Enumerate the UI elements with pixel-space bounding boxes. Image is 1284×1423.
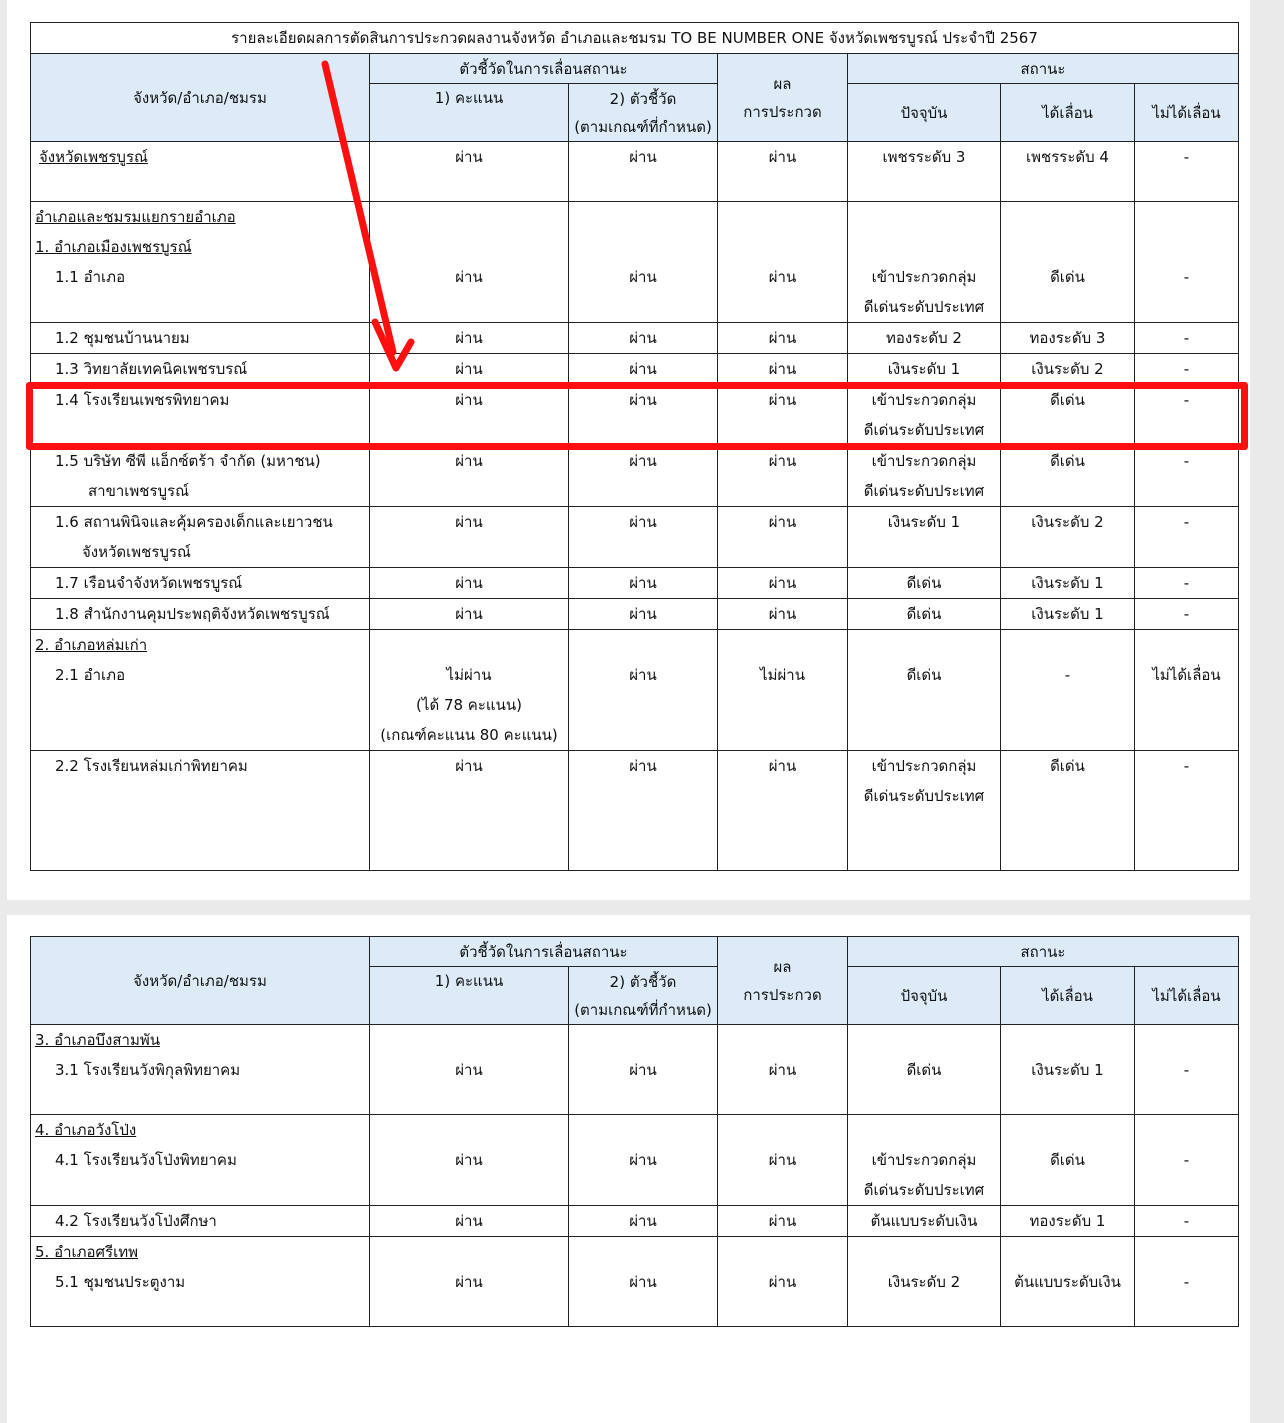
group-label: 3. อำเภอบึงสามพัน <box>35 1031 160 1049</box>
header-entity: จังหวัด/อำเภอ/ชมรม <box>31 937 370 1025</box>
score-cell: ผ่าน <box>370 202 569 323</box>
not-promoted-cell: - <box>1135 1237 1239 1327</box>
promoted-cell: - <box>1001 630 1135 751</box>
criteria-cell: ผ่าน <box>569 1237 718 1327</box>
result-cell: ผ่าน <box>718 507 848 568</box>
not-promoted-cell: ไม่ได้เลื่อน <box>1135 630 1239 751</box>
score-cell: ผ่าน <box>370 1115 569 1206</box>
result-cell: ผ่าน <box>718 1115 848 1206</box>
row-name: 4.2 โรงเรียนวังโป่งศึกษา <box>31 1206 370 1237</box>
promoted-cell: ดีเด่น <box>1001 202 1135 323</box>
group-label: 2. อำเภอหล่มเก่า <box>35 636 148 654</box>
not-promoted-cell: - <box>1135 1025 1239 1115</box>
row-name: 1.8 สำนักงานคุมประพฤติจังหวัดเพชรบูรณ์ <box>31 599 370 630</box>
criteria-cell: ผ่าน <box>569 142 718 202</box>
score-cell: ผ่าน <box>370 507 569 568</box>
not-promoted-cell: - <box>1135 323 1239 354</box>
result-cell: ผ่าน <box>718 1237 848 1327</box>
row-name: 1.5 บริษัท ซีพี แอ็กซ์ตร้า จำกัด (มหาชน) สาขาเพชรบูรณ์ <box>31 446 370 507</box>
result-cell: ผ่าน <box>718 323 848 354</box>
row-name: 1.6 สถานพินิจและคุ้มครองเด็กและเยาวชน จังหวัดเพชรบูรณ์ <box>31 507 370 568</box>
result-cell: ไม่ผ่าน <box>718 630 848 751</box>
result-cell: ผ่าน <box>718 202 848 323</box>
criteria-cell: ผ่าน <box>569 630 718 751</box>
criteria-cell: ผ่าน <box>569 354 718 385</box>
row-name: 2.2 โรงเรียนหล่มเก่าพิทยาคม <box>31 751 370 871</box>
current-cell: เงินระดับ 2 <box>848 1237 1001 1327</box>
header-score: 1) คะแนน <box>370 84 569 142</box>
promoted-cell: เพชรระดับ 4 <box>1001 142 1135 202</box>
promoted-cell: ดีเด่น <box>1001 385 1135 446</box>
promoted-cell: ดีเด่น <box>1001 751 1135 871</box>
score-cell: ผ่าน <box>370 446 569 507</box>
current-cell: เงินระดับ 1 <box>848 507 1001 568</box>
current-cell: ทองระดับ 2 <box>848 323 1001 354</box>
score-cell: ผ่าน <box>370 1237 569 1327</box>
current-cell: เข้าประกวดกลุ่ม ดีเด่นระดับประเทศ <box>848 751 1001 871</box>
result-cell: ผ่าน <box>718 1206 848 1237</box>
not-promoted-cell: - <box>1135 1115 1239 1206</box>
current-cell: เข้าประกวดกลุ่ม ดีเด่นระดับประเทศ <box>848 202 1001 323</box>
group-label: 4. อำเภอวังโป่ง <box>35 1121 137 1139</box>
header-result: ผล การประกวด <box>718 54 848 142</box>
criteria-cell: ผ่าน <box>569 568 718 599</box>
header-not-promoted: ไม่ได้เลื่อน <box>1135 84 1239 142</box>
criteria-cell: ผ่าน <box>569 599 718 630</box>
current-cell: เงินระดับ 1 <box>848 354 1001 385</box>
not-promoted-cell: - <box>1135 1206 1239 1237</box>
row-name: 2. อำเภอหล่มเก่า 2.1 อำเภอ <box>31 630 370 751</box>
header-indicators: ตัวชี้วัดในการเลื่อนสถานะ <box>370 937 718 967</box>
header-promoted: ได้เลื่อน <box>1001 84 1135 142</box>
criteria-cell: ผ่าน <box>569 446 718 507</box>
promoted-cell: เงินระดับ 1 <box>1001 568 1135 599</box>
criteria-cell: ผ่าน <box>569 1025 718 1115</box>
header-indicators: ตัวชี้วัดในการเลื่อนสถานะ <box>370 54 718 84</box>
row-name: 1.4 โรงเรียนเพชรพิทยาคม <box>31 385 370 446</box>
row-name: 3. อำเภอบึงสามพัน 3.1 โรงเรียนวังพิกุลพิทยาคม <box>31 1025 370 1115</box>
document-page-1 <box>7 0 1250 900</box>
current-cell: ดีเด่น <box>848 630 1001 751</box>
current-cell: ต้นแบบระดับเงิน <box>848 1206 1001 1237</box>
current-cell: เพชรระดับ 3 <box>848 142 1001 202</box>
table-row <box>31 1237 1239 1327</box>
header-not-promoted: ไม่ได้เลื่อน <box>1135 967 1239 1025</box>
score-cell: ผ่าน <box>370 751 569 871</box>
promoted-cell: ดีเด่น <box>1001 1115 1135 1206</box>
current-cell: เข้าประกวดกลุ่ม ดีเด่นระดับประเทศ <box>848 1115 1001 1206</box>
row-name: จังหวัดเพชรบูรณ์ <box>31 142 370 202</box>
score-cell: ผ่าน <box>370 1206 569 1237</box>
score-cell: ไม่ผ่าน (ได้ 78 คะแนน) (เกณฑ์คะแนน 80 คะแนน) <box>370 630 569 751</box>
group-label: 5. อำเภอศรีเทพ <box>35 1243 139 1261</box>
header-promoted: ได้เลื่อน <box>1001 967 1135 1025</box>
criteria-cell: ผ่าน <box>569 323 718 354</box>
header-current: ปัจจุบัน <box>848 84 1001 142</box>
header-criteria: 2) ตัวชี้วัด (ตามเกณฑ์ที่กำหนด) <box>569 967 718 1025</box>
row-name: อำเภอและชมรมแยกรายอำเภอ 1. อำเภอเมืองเพชรบูรณ์ 1.1 อำเภอ <box>31 202 370 323</box>
not-promoted-cell: - <box>1135 142 1239 202</box>
score-cell: ผ่าน <box>370 142 569 202</box>
row-name: 5. อำเภอศรีเทพ 5.1 ชุมชนประตูงาม <box>31 1237 370 1327</box>
score-cell: ผ่าน <box>370 568 569 599</box>
row-name: 1.7 เรือนจำจังหวัดเพชรบูรณ์ <box>31 568 370 599</box>
section-label: อำเภอและชมรมแยกรายอำเภอ <box>35 208 236 226</box>
score-cell: ผ่าน <box>370 323 569 354</box>
criteria-cell: ผ่าน <box>569 202 718 323</box>
criteria-cell: ผ่าน <box>569 1115 718 1206</box>
table-row <box>31 1115 1239 1206</box>
promoted-cell: ดีเด่น <box>1001 446 1135 507</box>
not-promoted-cell: - <box>1135 385 1239 446</box>
document-title: รายละเอียดผลการตัดสินการประกวดผลงานจังหวัด อำเภอและชมรม TO BE NUMBER ONE จังหวัดเพชรบูรณ์ ประจำปี 2567 <box>31 23 1239 54</box>
criteria-cell: ผ่าน <box>569 507 718 568</box>
header-entity: จังหวัด/อำเภอ/ชมรม <box>31 54 370 142</box>
promoted-cell: เงินระดับ 1 <box>1001 1025 1135 1115</box>
score-cell: ผ่าน <box>370 385 569 446</box>
not-promoted-cell: - <box>1135 507 1239 568</box>
header-status: สถานะ <box>848 54 1239 84</box>
current-cell: ดีเด่น <box>848 1025 1001 1115</box>
result-cell: ผ่าน <box>718 751 848 871</box>
group-label: 1. อำเภอเมืองเพชรบูรณ์ <box>35 238 192 256</box>
result-cell: ผ่าน <box>718 354 848 385</box>
criteria-cell: ผ่าน <box>569 1206 718 1237</box>
header-criteria: 2) ตัวชี้วัด (ตามเกณฑ์ที่กำหนด) <box>569 84 718 142</box>
not-promoted-cell: - <box>1135 202 1239 323</box>
criteria-cell: ผ่าน <box>569 385 718 446</box>
header-result: ผล การประกวด <box>718 937 848 1025</box>
results-table-page-2 <box>30 936 1239 1327</box>
criteria-cell: ผ่าน <box>569 751 718 871</box>
score-cell: ผ่าน <box>370 354 569 385</box>
score-cell: ผ่าน <box>370 599 569 630</box>
promoted-cell: ทองระดับ 1 <box>1001 1206 1135 1237</box>
score-cell: ผ่าน <box>370 1025 569 1115</box>
not-promoted-cell: - <box>1135 446 1239 507</box>
current-cell: เข้าประกวดกลุ่ม ดีเด่นระดับประเทศ <box>848 385 1001 446</box>
promoted-cell: เงินระดับ 1 <box>1001 599 1135 630</box>
not-promoted-cell: - <box>1135 751 1239 871</box>
result-cell: ผ่าน <box>718 599 848 630</box>
row-name: 4. อำเภอวังโป่ง 4.1 โรงเรียนวังโป่งพิทยาคม <box>31 1115 370 1206</box>
header-current: ปัจจุบัน <box>848 967 1001 1025</box>
table-row <box>31 1206 1239 1237</box>
table-row <box>31 1025 1239 1115</box>
result-cell: ผ่าน <box>718 385 848 446</box>
not-promoted-cell: - <box>1135 599 1239 630</box>
promoted-cell: เงินระดับ 2 <box>1001 507 1135 568</box>
row-name: 1.2 ชุมชนบ้านนายม <box>31 323 370 354</box>
row-name: 1.3 วิทยาลัยเทคนิคเพชรบรณ์ <box>31 354 370 385</box>
current-cell: เข้าประกวดกลุ่ม ดีเด่นระดับประเทศ <box>848 446 1001 507</box>
result-cell: ผ่าน <box>718 446 848 507</box>
result-cell: ผ่าน <box>718 568 848 599</box>
document-page-2 <box>7 915 1250 1423</box>
current-cell: ดีเด่น <box>848 599 1001 630</box>
result-cell: ผ่าน <box>718 1025 848 1115</box>
header-status: สถานะ <box>848 937 1239 967</box>
red-arrow-icon <box>7 0 1250 900</box>
not-promoted-cell: - <box>1135 568 1239 599</box>
promoted-cell: เงินระดับ 2 <box>1001 354 1135 385</box>
result-cell: ผ่าน <box>718 142 848 202</box>
current-cell: ดีเด่น <box>848 568 1001 599</box>
promoted-cell: ทองระดับ 3 <box>1001 323 1135 354</box>
promoted-cell: ต้นแบบระดับเงิน <box>1001 1237 1135 1327</box>
header-score: 1) คะแนน <box>370 967 569 1025</box>
not-promoted-cell: - <box>1135 354 1239 385</box>
